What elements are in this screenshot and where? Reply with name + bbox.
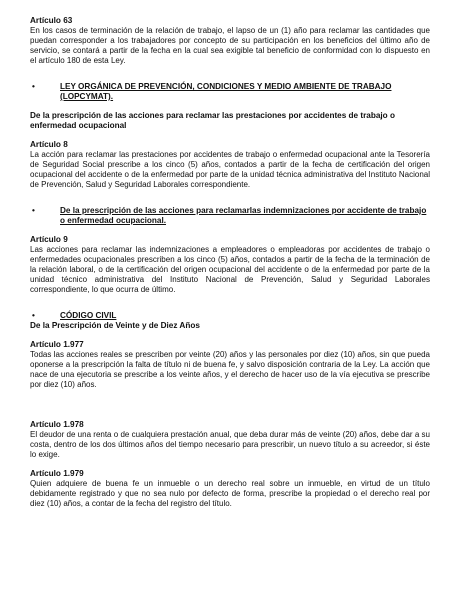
bullet-indemnizaciones bbox=[30, 206, 430, 226]
article-1978-text: El deudor de una renta o de cualquiera prestación anual, que deba durar más de veinte (20) años, debe dar a su costa, dentro de los dos últimos años del tiempo necesario para prescribir, un nuevo título a su acreedor, si éste lo exige. bbox=[30, 430, 430, 459]
article-9-title: Artículo 9 bbox=[30, 235, 68, 244]
article-63-title: Artículo 63 bbox=[30, 16, 73, 25]
article-8-title: Artículo 8 bbox=[30, 140, 68, 149]
bullet-lopcymat bbox=[30, 82, 430, 102]
heading-prestaciones: De la prescripción de las acciones para reclamar las prestaciones por accidentes de trabajo o enfermedad ocupacional bbox=[30, 111, 395, 130]
article-1979-title: Artículo 1.979 bbox=[30, 469, 84, 478]
article-1978-title: Artículo 1.978 bbox=[30, 420, 84, 429]
article-1977-text: Todas las acciones reales se prescriben por veinte (20) años y las personales por diez (10) años, sin que pueda oponerse a la prescripción la falta de título ni de buena fe, y salvo disposición contraria de la Ley. La acción que nace de una ejecutoria se prescribe a los veinte años, y el derecho de hacer uso de la vía ejecutiva se prescribe por diez (10) años. bbox=[30, 350, 430, 389]
article-1979-text: Quien adquiere de buena fe un inmueble o un derecho real sobre un inmueble, en virtud de un título debidamente registrado y que no sea nulo por defecto de forma, prescribe la propiedad o el derecho real por diez (10) años, a contar de la fecha del registro del título. bbox=[30, 479, 430, 508]
article-1977-title: Artículo 1.977 bbox=[30, 340, 84, 349]
bullet-icon: • bbox=[32, 311, 35, 320]
document-page bbox=[30, 16, 430, 509]
article-9-text: Las acciones para reclamar las indemnizaciones a empleadores o empleadoras por accidentes de trabajo o enfermedades ocupacionales prescriben a los cinco (5) años, contados a partir de la fecha de la terminación de la relación laboral, o de la certificación del origen ocupacional del accidente o de la enfermedad por parte de la unidad técnico administrativa del Instituto Nacional de Prevención, Salud y Seguridad Laborales correspondiente, lo que ocurra de último. bbox=[30, 245, 430, 294]
bullet-icon: • bbox=[32, 82, 35, 91]
article-63-text: En los casos de terminación de la relación de trabajo, el lapso de un (1) año para reclamar las cantidades que puedan corresponder a los trabajadores por concepto de su participación en los beneficios del último año de servicio, se contará a partir de la fecha en la cual sea exigible tal beneficio de conformidad con lo dispuesto en el artículo 180 de esta Ley. bbox=[30, 26, 430, 65]
bullet-codigo-civil-text: CÓDIGO CIVIL bbox=[60, 311, 117, 320]
bullet-codigo-civil bbox=[30, 311, 430, 321]
article-8-text: La acción para reclamar las prestaciones por accidentes de trabajo o enfermedad ocupacional ante la Tesorería de Seguridad Social prescribe a los cinco (5) años, contados a partir de la fecha de certificación del origen ocupacional del accidente o de la enfermedad por parte de la unidad técnica administrativa del Instituto Nacional de Prevención, Salud y Seguridad Laborales correspondiente. bbox=[30, 150, 430, 189]
bullet-indemnizaciones-text: De la prescripción de las acciones para reclamarlas indemnizaciones por accidente de trabajo o enfermedad ocupacional. bbox=[60, 206, 427, 225]
bullet-icon: • bbox=[32, 206, 35, 215]
bullet-lopcymat-text: LEY ORGÁNICA DE PREVENCIÓN, CONDICIONES Y MEDIO AMBIENTE DE TRABAJO (LOPCYMAT). bbox=[60, 82, 392, 101]
heading-prescripcion: De la Prescripción de Veinte y de Diez Años bbox=[30, 321, 200, 330]
